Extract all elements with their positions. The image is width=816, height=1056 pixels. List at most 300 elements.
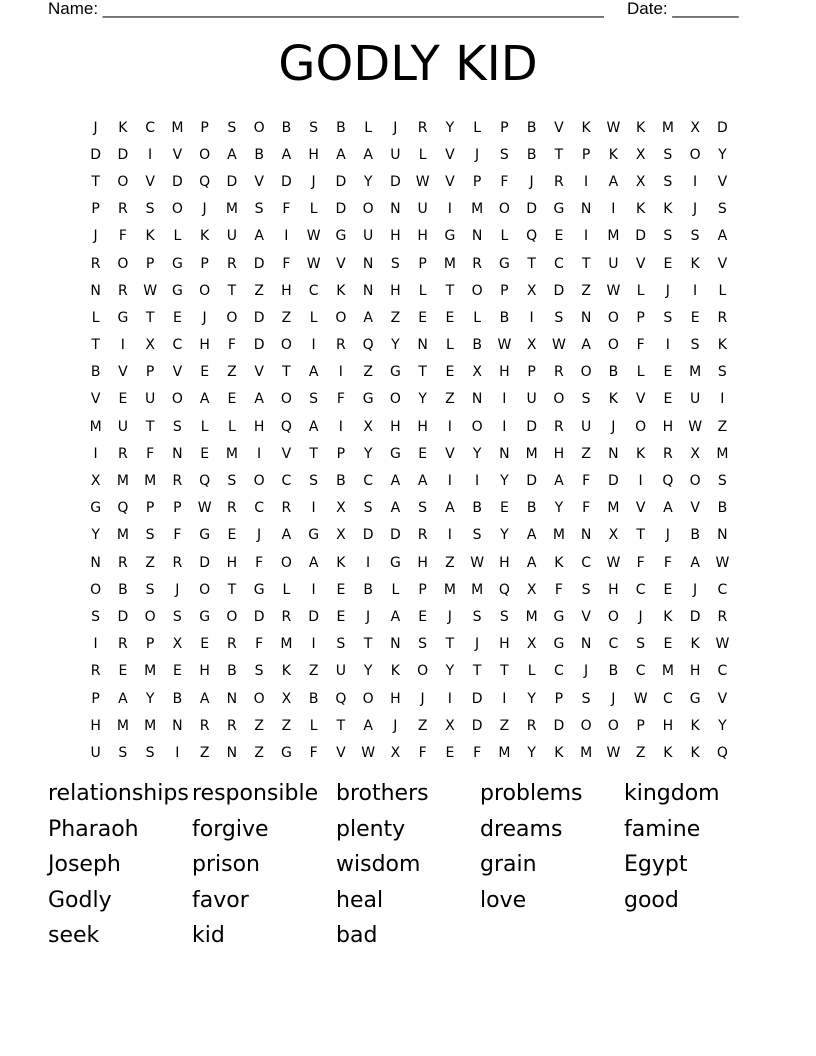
- grid-letter: S: [690, 228, 700, 245]
- grid-letter: O: [144, 608, 156, 625]
- grid-letter: Q: [199, 473, 211, 490]
- grid-letter: X: [445, 717, 455, 734]
- grid-letter: B: [608, 364, 619, 381]
- grid-letter: S: [309, 119, 319, 136]
- grid-letter: B: [227, 663, 237, 680]
- grid-letter: E: [118, 663, 128, 680]
- grid-letter: S: [717, 473, 727, 490]
- grid-letter: D: [389, 173, 401, 190]
- grid-letter: I: [584, 228, 589, 245]
- grid-letter: X: [526, 337, 537, 354]
- grid-letter: B: [336, 119, 346, 136]
- word-list-item: kingdom: [624, 781, 720, 806]
- grid-letter: S: [418, 500, 428, 517]
- grid-letter: M: [116, 717, 129, 734]
- grid-letter: R: [417, 527, 428, 544]
- grid-letter: X: [608, 527, 619, 544]
- grid-letter: X: [336, 500, 346, 517]
- grid-letter: D: [280, 173, 292, 190]
- grid-letter: N: [226, 744, 238, 761]
- grid-letter: P: [636, 309, 645, 326]
- grid-letter: O: [117, 173, 129, 190]
- grid-letter: W: [688, 418, 703, 435]
- grid-letter: O: [171, 201, 183, 218]
- grid-letter: A: [717, 228, 728, 245]
- word-list: [48, 780, 768, 958]
- grid-letter: D: [716, 119, 728, 136]
- grid-letter: L: [282, 581, 291, 598]
- grid-letter: J: [93, 119, 98, 136]
- grid-letter: V: [336, 255, 346, 272]
- grid-letter: V: [717, 255, 728, 272]
- grid-letter: M: [280, 636, 293, 653]
- grid-letter: B: [472, 500, 482, 517]
- grid-letter: P: [91, 201, 100, 218]
- grid-letter: M: [580, 744, 593, 761]
- grid-letter: F: [663, 554, 672, 571]
- grid-letter: A: [281, 527, 292, 544]
- grid-letter: K: [717, 337, 727, 354]
- grid-letter: M: [498, 744, 511, 761]
- grid-letter: P: [418, 581, 427, 598]
- grid-letter: M: [716, 445, 729, 462]
- grid-letter: X: [526, 282, 537, 299]
- grid-letter: M: [525, 445, 538, 462]
- grid-letter: R: [227, 717, 237, 734]
- grid-letter: M: [144, 717, 157, 734]
- grid-letter: E: [418, 309, 428, 326]
- grid-letter: S: [690, 337, 700, 354]
- grid-letter: R: [554, 364, 564, 381]
- grid-letter: K: [690, 255, 700, 272]
- grid-letter: R: [118, 636, 128, 653]
- grid-letter: F: [227, 337, 236, 354]
- grid-letter: A: [526, 554, 537, 571]
- grid-row: [82, 223, 736, 250]
- word-list-item: heal: [336, 887, 384, 913]
- grid-letter: V: [336, 744, 346, 761]
- grid-letter: D: [171, 173, 183, 190]
- grid-letter: H: [417, 418, 428, 435]
- grid-letter: Z: [254, 717, 264, 734]
- grid-letter: Z: [145, 554, 155, 571]
- grid-letter: D: [117, 608, 129, 625]
- grid-letter: L: [636, 364, 645, 381]
- grid-letter: A: [308, 418, 319, 435]
- grid-row: [82, 250, 736, 277]
- grid-letter: A: [363, 146, 373, 163]
- grid-letter: G: [280, 744, 292, 761]
- grid-letter: S: [581, 690, 591, 707]
- grid-letter: F: [173, 527, 182, 544]
- grid-letter: H: [689, 663, 701, 680]
- grid-letter: D: [526, 418, 538, 435]
- grid-letter: A: [336, 146, 346, 163]
- grid-letter: X: [145, 337, 155, 354]
- grid-letter: V: [635, 391, 646, 408]
- grid-letter: A: [227, 146, 237, 163]
- grid-letter: O: [471, 282, 483, 299]
- grid-letter: G: [389, 364, 401, 381]
- grid-letter: M: [116, 473, 129, 490]
- grid-letter: L: [527, 663, 536, 680]
- grid-letter: Z: [445, 391, 455, 408]
- grid-letter: P: [145, 500, 155, 517]
- grid-letter: B: [526, 119, 537, 136]
- grid-letter: Y: [527, 744, 536, 761]
- grid-letter: G: [553, 608, 565, 625]
- grid-letter: D: [553, 282, 565, 299]
- grid-letter: L: [473, 309, 482, 326]
- grid-letter: R: [227, 636, 237, 653]
- grid-letter: S: [554, 309, 564, 326]
- grid-letter: F: [282, 255, 291, 272]
- word-list-item: kid: [192, 923, 225, 949]
- grid-letter: V: [172, 364, 183, 381]
- grid-letter: V: [717, 173, 728, 190]
- grid-letter: N: [390, 201, 401, 218]
- grid-letter: G: [553, 201, 565, 218]
- grid-letter: S: [499, 146, 509, 163]
- grid-letter: H: [226, 554, 238, 571]
- grid-letter: B: [472, 337, 482, 354]
- grid-letter: C: [363, 473, 374, 490]
- grid-letter: O: [280, 391, 292, 408]
- grid-letter: I: [611, 201, 616, 218]
- grid-letter: H: [90, 717, 101, 734]
- grid-letter: X: [336, 527, 346, 544]
- grid-letter: O: [635, 418, 647, 435]
- grid-letter: F: [255, 636, 264, 653]
- grid-letter: D: [253, 608, 265, 625]
- grid-letter: V: [581, 608, 591, 625]
- grid-letter: C: [308, 282, 319, 299]
- grid-letter: R: [717, 309, 728, 326]
- grid-letter: Y: [363, 173, 373, 190]
- grid-letter: Z: [199, 744, 210, 761]
- grid-letter: S: [172, 418, 182, 435]
- grid-row: [82, 495, 736, 522]
- grid-letter: O: [580, 364, 592, 381]
- grid-letter: R: [281, 500, 292, 517]
- grid-letter: V: [281, 445, 292, 462]
- grid-letter: Z: [445, 554, 455, 571]
- grid-letter: S: [145, 527, 155, 544]
- grid-letter: Z: [417, 717, 428, 734]
- grid-letter: M: [607, 228, 620, 245]
- grid-letter: B: [717, 500, 728, 517]
- grid-letter: R: [199, 717, 210, 734]
- grid-letter: U: [690, 391, 701, 408]
- grid-letter: P: [527, 364, 536, 381]
- grid-letter: E: [445, 744, 455, 761]
- grid-row: [82, 712, 736, 739]
- grid-letter: I: [311, 500, 316, 517]
- grid-letter: G: [362, 391, 374, 408]
- grid-letter: F: [473, 744, 482, 761]
- grid-row: [82, 440, 736, 467]
- grid-letter: E: [445, 309, 455, 326]
- grid-letter: I: [257, 445, 262, 462]
- grid-letter: G: [335, 228, 347, 245]
- grid-letter: T: [309, 445, 318, 462]
- grid-letter: A: [118, 690, 128, 707]
- grid-letter: B: [608, 663, 619, 680]
- grid-letter: X: [526, 636, 537, 653]
- grid-letter: P: [500, 119, 509, 136]
- grid-letter: S: [717, 364, 727, 381]
- grid-letter: J: [447, 608, 452, 625]
- grid-letter: S: [663, 173, 673, 190]
- grid-letter: N: [580, 309, 592, 326]
- grid-letter: S: [145, 201, 155, 218]
- grid-letter: I: [148, 146, 153, 163]
- grid-letter: V: [635, 500, 646, 517]
- grid-letter: D: [607, 473, 619, 490]
- grid-letter: Y: [445, 119, 455, 136]
- grid-letter: M: [144, 663, 157, 680]
- grid-letter: E: [418, 608, 428, 625]
- grid-letter: K: [336, 282, 346, 299]
- grid-letter: N: [362, 282, 374, 299]
- grid-letter: T: [636, 527, 645, 544]
- grid-letter: K: [663, 201, 673, 218]
- grid-letter: H: [662, 418, 674, 435]
- grid-letter: T: [581, 255, 591, 272]
- grid-letter: B: [526, 500, 537, 517]
- grid-letter: X: [281, 690, 292, 707]
- grid-letter: K: [636, 445, 646, 462]
- grid-row: [82, 196, 736, 223]
- grid-letter: R: [281, 608, 292, 625]
- grid-letter: P: [636, 717, 645, 734]
- grid-row: [82, 658, 736, 685]
- grid-letter: D: [362, 527, 374, 544]
- grid-letter: L: [473, 119, 482, 136]
- grid-letter: B: [90, 364, 101, 381]
- grid-letter: V: [717, 690, 728, 707]
- grid-letter: B: [526, 146, 537, 163]
- grid-letter: D: [335, 173, 347, 190]
- grid-letter: P: [200, 255, 209, 272]
- grid-letter: L: [418, 282, 427, 299]
- grid-letter: R: [227, 500, 237, 517]
- grid-letter: D: [471, 690, 483, 707]
- grid-letter: I: [284, 228, 289, 245]
- grid-letter: O: [689, 473, 701, 490]
- grid-letter: O: [199, 581, 211, 598]
- grid-letter: S: [227, 119, 237, 136]
- grid-letter: Q: [716, 744, 728, 761]
- grid-letter: C: [581, 554, 592, 571]
- grid-letter: Z: [227, 364, 237, 381]
- grid-letter: H: [499, 636, 510, 653]
- grid-letter: K: [608, 391, 618, 408]
- grid-letter: B: [281, 119, 292, 136]
- grid-letter: H: [553, 445, 565, 462]
- grid-letter: O: [362, 690, 374, 707]
- grid-letter: V: [172, 146, 183, 163]
- grid-letter: O: [199, 282, 211, 299]
- word-list-item: plenty: [336, 816, 406, 842]
- grid-letter: H: [199, 337, 210, 354]
- grid-letter: L: [309, 309, 318, 326]
- grid-letter: H: [281, 282, 292, 299]
- grid-letter: Y: [500, 473, 509, 490]
- grid-letter: T: [227, 581, 237, 598]
- grid-letter: I: [366, 554, 371, 571]
- grid-letter: U: [90, 744, 101, 761]
- grid-letter: F: [146, 445, 155, 462]
- date-field-label: Date: _______: [627, 0, 739, 18]
- grid-letter: Z: [308, 663, 319, 680]
- grid-letter: H: [390, 690, 401, 707]
- grid-letter: I: [447, 473, 452, 490]
- grid-letter: Y: [418, 391, 427, 408]
- grid-letter: O: [607, 608, 619, 625]
- grid-letter: P: [500, 282, 509, 299]
- grid-letter: A: [608, 173, 619, 190]
- grid-letter: L: [227, 418, 236, 435]
- grid-letter: O: [335, 309, 347, 326]
- grid-letter: I: [502, 418, 507, 435]
- grid-letter: M: [525, 608, 538, 625]
- grid-letter: J: [665, 282, 670, 299]
- grid-row: [82, 114, 736, 141]
- grid-letter: W: [606, 282, 621, 299]
- grid-letter: G: [171, 282, 183, 299]
- word-list-item: good: [624, 887, 679, 913]
- grid-letter: V: [445, 445, 455, 462]
- grid-letter: T: [472, 663, 482, 680]
- grid-letter: L: [309, 717, 318, 734]
- grid-letter: H: [390, 282, 401, 299]
- grid-letter: Z: [499, 717, 510, 734]
- grid-letter: A: [254, 391, 264, 408]
- grid-letter: A: [363, 309, 373, 326]
- grid-letter: S: [336, 636, 346, 653]
- grid-letter: V: [690, 500, 700, 517]
- grid-letter: J: [611, 690, 616, 707]
- grid-letter: M: [225, 445, 238, 462]
- grid-letter: S: [145, 744, 155, 761]
- grid-letter: I: [447, 418, 452, 435]
- grid-letter: S: [472, 527, 482, 544]
- grid-letter: O: [417, 663, 429, 680]
- grid-letter: C: [172, 337, 183, 354]
- grid-letter: P: [418, 255, 427, 272]
- grid-letter: Y: [554, 500, 564, 517]
- grid-letter: U: [608, 255, 619, 272]
- grid-letter: J: [93, 228, 98, 245]
- grid-letter: V: [554, 119, 564, 136]
- grid-letter: W: [551, 337, 566, 354]
- grid-letter: Y: [363, 445, 373, 462]
- grid-letter: F: [282, 201, 291, 218]
- word-list-item: prison: [192, 852, 260, 878]
- grid-letter: L: [445, 337, 454, 354]
- grid-letter: E: [499, 500, 509, 517]
- grid-letter: J: [693, 581, 698, 598]
- grid-letter: E: [336, 581, 346, 598]
- grid-letter: P: [200, 119, 209, 136]
- worksheet-header: [0, 0, 816, 20]
- grid-letter: V: [254, 364, 264, 381]
- grid-letter: J: [638, 608, 643, 625]
- grid-letter: K: [554, 554, 564, 571]
- grid-letter: A: [390, 608, 401, 625]
- grid-letter: R: [90, 663, 101, 680]
- grid-letter: Z: [390, 309, 401, 326]
- grid-letter: F: [336, 391, 345, 408]
- grid-letter: J: [202, 309, 207, 326]
- grid-letter: I: [93, 636, 98, 653]
- grid-letter: C: [608, 636, 619, 653]
- grid-letter: N: [717, 527, 728, 544]
- grid-letter: D: [308, 608, 320, 625]
- grid-letter: O: [580, 717, 592, 734]
- grid-letter: Q: [280, 418, 292, 435]
- grid-letter: A: [690, 554, 700, 571]
- grid-letter: H: [499, 364, 510, 381]
- grid-letter: V: [445, 173, 455, 190]
- grid-letter: L: [636, 282, 645, 299]
- grid-letter: I: [720, 391, 725, 408]
- grid-letter: Z: [363, 364, 373, 381]
- grid-letter: O: [607, 337, 619, 354]
- grid-letter: O: [498, 201, 510, 218]
- grid-letter: N: [226, 690, 238, 707]
- grid-letter: R: [526, 717, 537, 734]
- grid-letter: J: [665, 527, 670, 544]
- grid-letter: R: [118, 201, 128, 218]
- grid-letter: J: [693, 201, 698, 218]
- grid-letter: P: [145, 255, 155, 272]
- grid-letter: R: [663, 445, 673, 462]
- grid-letter: P: [472, 173, 482, 190]
- grid-letter: J: [529, 173, 534, 190]
- grid-letter: B: [308, 690, 319, 707]
- grid-letter: K: [663, 608, 673, 625]
- grid-letter: S: [254, 201, 264, 218]
- grid-row: [82, 304, 736, 331]
- grid-letter: X: [390, 744, 401, 761]
- grid-letter: W: [606, 119, 621, 136]
- grid-letter: O: [226, 309, 238, 326]
- grid-letter: H: [499, 554, 510, 571]
- grid-letter: H: [199, 663, 210, 680]
- grid-letter: G: [308, 527, 320, 544]
- word-list-item: favor: [192, 887, 249, 913]
- grid-letter: W: [497, 337, 512, 354]
- grid-letter: H: [417, 554, 428, 571]
- grid-letter: E: [227, 391, 237, 408]
- grid-letter: S: [309, 473, 319, 490]
- word-list-item: Egypt: [624, 852, 688, 878]
- grid-letter: Z: [254, 744, 264, 761]
- grid-letter: D: [253, 337, 265, 354]
- grid-letter: Y: [445, 663, 455, 680]
- grid-letter: L: [200, 418, 209, 435]
- grid-letter: M: [689, 364, 702, 381]
- grid-letter: J: [311, 173, 316, 190]
- grid-letter: A: [199, 391, 210, 408]
- grid-letter: G: [498, 255, 510, 272]
- grid-letter: Y: [91, 527, 100, 544]
- grid-letter: K: [690, 744, 700, 761]
- grid-letter: O: [553, 391, 565, 408]
- grid-row: [82, 522, 736, 549]
